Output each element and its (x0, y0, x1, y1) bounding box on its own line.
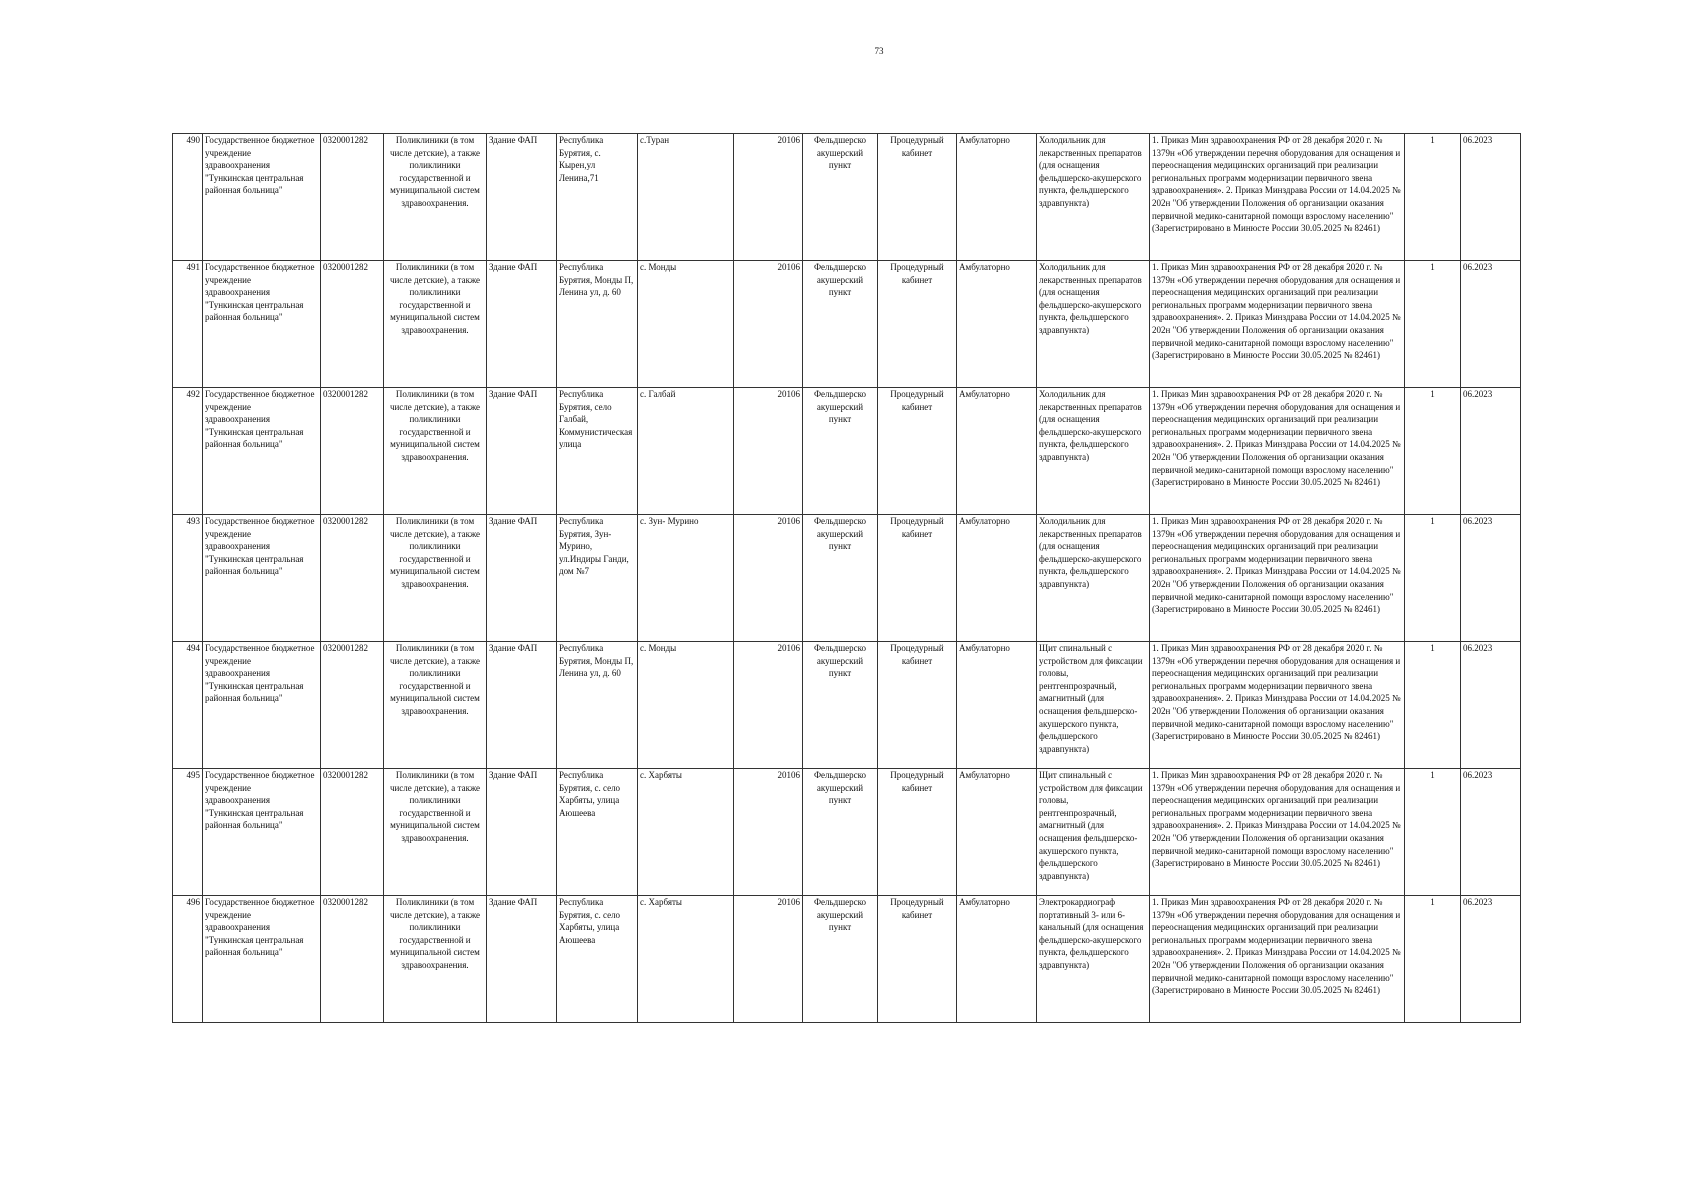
legal-basis-cell: 1. Приказ Мин здравоохранения РФ от 28 декабря 2020 г. № 1379н «Об утверждении перечня оборудования для оснащения и переоснащения медицинских организаций при реализации региональных программ модернизации первичного звена здравоохранения». 2. Приказ Минздрава России от 14.04.2025 № 202н "Об утверждении Положения об организации оказания первичной медико-санитарной помощи взрослому населению" (Зарегистрировано в Минюсте России 30.05.2025 № 82461) (1150, 515, 1405, 642)
date-cell: 06.2023 (1461, 388, 1521, 515)
unit-type-cell: Фельдшерско акушерский пункт (803, 134, 878, 261)
unit-type-cell: Фельдшерско акушерский пункт (803, 388, 878, 515)
room-type-cell: Процедурный кабинет (878, 134, 957, 261)
settlement-cell: с. Харбяты (638, 896, 734, 1023)
organization-name-cell: Государственное бюджетное учреждение здравоохранения "Тункинская центральная районная больница" (203, 642, 321, 769)
legal-basis-cell: 1. Приказ Мин здравоохранения РФ от 28 декабря 2020 г. № 1379н «Об утверждении перечня оборудования для оснащения и переоснащения медицинских организаций при реализации региональных программ модернизации первичного звена здравоохранения». 2. Приказ Минздрава России от 14.04.2025 № 202н "Об утверждении Положения об организации оказания первичной медико-санитарной помощи взрослому населению" (Зарегистрировано в Минюсте России 30.05.2025 № 82461) (1150, 134, 1405, 261)
page-number: 73 (874, 46, 884, 56)
building-name-cell: Здание ФАП (487, 896, 557, 1023)
organization-name-cell: Государственное бюджетное учреждение здравоохранения "Тункинская центральная районная больница" (203, 896, 321, 1023)
row-number-cell: 496 (173, 896, 203, 1023)
quantity-cell: 1 (1405, 769, 1461, 896)
room-type-cell: Процедурный кабинет (878, 896, 957, 1023)
equipment-name-cell: Холодильник для лекарственных препаратов (для оснащения фельдшерско-акушерского пункта, фельдшерского здравпункта) (1037, 388, 1150, 515)
legal-basis-cell: 1. Приказ Мин здравоохранения РФ от 28 декабря 2020 г. № 1379н «Об утверждении перечня оборудования для оснащения и переоснащения медицинских организаций при реализации региональных программ модернизации первичного звена здравоохранения». 2. Приказ Минздрава России от 14.04.2025 № 202н "Об утверждении Положения об организации оказания первичной медико-санитарной помощи взрослому населению" (Зарегистрировано в Минюсте России 30.05.2025 № 82461) (1150, 261, 1405, 388)
quantity-cell: 1 (1405, 896, 1461, 1023)
organization-code-cell: 0320001282 (321, 261, 384, 388)
row-number-cell: 493 (173, 515, 203, 642)
facility-code-cell: 20106 (734, 769, 803, 896)
organization-code-cell: 0320001282 (321, 642, 384, 769)
facility-code-cell: 20106 (734, 515, 803, 642)
address-cell: Республика Бурятия, Монды П, Ленина ул, д. 60 (557, 642, 638, 769)
address-cell: Республика Бурятия, с. село Харбяты, улица Аюшеева (557, 769, 638, 896)
legal-basis-cell: 1. Приказ Мин здравоохранения РФ от 28 декабря 2020 г. № 1379н «Об утверждении перечня оборудования для оснащения и переоснащения медицинских организаций при реализации региональных программ модернизации первичного звена здравоохранения». 2. Приказ Минздрава России от 14.04.2025 № 202н "Об утверждении Положения об организации оказания первичной медико-санитарной помощи взрослому населению" (Зарегистрировано в Минюсте России 30.05.2025 № 82461) (1150, 642, 1405, 769)
organization-name-cell: Государственное бюджетное учреждение здравоохранения "Тункинская центральная районная больница" (203, 134, 321, 261)
address-cell: Республика Бурятия, Монды П, Ленина ул, д. 60 (557, 261, 638, 388)
organization-name-cell: Государственное бюджетное учреждение здравоохранения "Тункинская центральная районная больница" (203, 388, 321, 515)
table-row (173, 261, 1521, 388)
facility-category-cell: Поликлиники (в том числе детские), а также поликлиники государственной и муниципальной систем здравоохранения. (384, 769, 487, 896)
table-row (173, 388, 1521, 515)
settlement-cell: с. Зун- Мурино (638, 515, 734, 642)
date-cell: 06.2023 (1461, 896, 1521, 1023)
room-type-cell: Процедурный кабинет (878, 388, 957, 515)
settlement-cell: с. Монды (638, 642, 734, 769)
building-name-cell: Здание ФАП (487, 134, 557, 261)
care-form-cell: Амбулаторно (957, 769, 1037, 896)
quantity-cell: 1 (1405, 515, 1461, 642)
room-type-cell: Процедурный кабинет (878, 642, 957, 769)
settlement-cell: с. Монды (638, 261, 734, 388)
facility-code-cell: 20106 (734, 642, 803, 769)
organization-name-cell: Государственное бюджетное учреждение здравоохранения "Тункинская центральная районная больница" (203, 769, 321, 896)
building-name-cell: Здание ФАП (487, 388, 557, 515)
address-cell: Республика Бурятия, с. село Харбяты, улица Аюшеева (557, 896, 638, 1023)
care-form-cell: Амбулаторно (957, 388, 1037, 515)
quantity-cell: 1 (1405, 261, 1461, 388)
address-cell: Республика Бурятия, село Галбай, Коммунистическая улица (557, 388, 638, 515)
building-name-cell: Здание ФАП (487, 261, 557, 388)
facility-category-cell: Поликлиники (в том числе детские), а также поликлиники государственной и муниципальной систем здравоохранения. (384, 642, 487, 769)
building-name-cell: Здание ФАП (487, 769, 557, 896)
unit-type-cell: Фельдшерско акушерский пункт (803, 261, 878, 388)
room-type-cell: Процедурный кабинет (878, 261, 957, 388)
care-form-cell: Амбулаторно (957, 134, 1037, 261)
care-form-cell: Амбулаторно (957, 515, 1037, 642)
legal-basis-cell: 1. Приказ Мин здравоохранения РФ от 28 декабря 2020 г. № 1379н «Об утверждении перечня оборудования для оснащения и переоснащения медицинских организаций при реализации региональных программ модернизации первичного звена здравоохранения». 2. Приказ Минздрава России от 14.04.2025 № 202н "Об утверждении Положения об организации оказания первичной медико-санитарной помощи взрослому населению" (Зарегистрировано в Минюсте России 30.05.2025 № 82461) (1150, 896, 1405, 1023)
facility-code-cell: 20106 (734, 388, 803, 515)
organization-name-cell: Государственное бюджетное учреждение здравоохранения "Тункинская центральная районная больница" (203, 515, 321, 642)
organization-code-cell: 0320001282 (321, 515, 384, 642)
organization-code-cell: 0320001282 (321, 896, 384, 1023)
facility-code-cell: 20106 (734, 896, 803, 1023)
organization-code-cell: 0320001282 (321, 769, 384, 896)
equipment-name-cell: Холодильник для лекарственных препаратов (для оснащения фельдшерско-акушерского пункта, фельдшерского здравпункта) (1037, 134, 1150, 261)
quantity-cell: 1 (1405, 388, 1461, 515)
unit-type-cell: Фельдшерско акушерский пункт (803, 769, 878, 896)
quantity-cell: 1 (1405, 642, 1461, 769)
address-cell: Республика Бурятия, с. Кырен,ул Ленина,71 (557, 134, 638, 261)
legal-basis-cell: 1. Приказ Мин здравоохранения РФ от 28 декабря 2020 г. № 1379н «Об утверждении перечня оборудования для оснащения и переоснащения медицинских организаций при реализации региональных программ модернизации первичного звена здравоохранения». 2. Приказ Минздрава России от 14.04.2025 № 202н "Об утверждении Положения об организации оказания первичной медико-санитарной помощи взрослому населению" (Зарегистрировано в Минюсте России 30.05.2025 № 82461) (1150, 769, 1405, 896)
table-row (173, 134, 1521, 261)
row-number-cell: 494 (173, 642, 203, 769)
date-cell: 06.2023 (1461, 515, 1521, 642)
building-name-cell: Здание ФАП (487, 642, 557, 769)
settlement-cell: с. Харбяты (638, 769, 734, 896)
care-form-cell: Амбулаторно (957, 642, 1037, 769)
equipment-name-cell: Холодильник для лекарственных препаратов (для оснащения фельдшерско-акушерского пункта, фельдшерского здравпункта) (1037, 261, 1150, 388)
organization-code-cell: 0320001282 (321, 388, 384, 515)
facility-code-cell: 20106 (734, 261, 803, 388)
date-cell: 06.2023 (1461, 134, 1521, 261)
table-row (173, 515, 1521, 642)
facility-code-cell: 20106 (734, 134, 803, 261)
date-cell: 06.2023 (1461, 642, 1521, 769)
equipment-name-cell: Электрокардиограф портативный 3- или 6-канальный (для оснащения фельдшерско-акушерского пункта, фельдшерского здравпункта) (1037, 896, 1150, 1023)
quantity-cell: 1 (1405, 134, 1461, 261)
equipment-registry-table (172, 133, 1521, 1023)
table-row (173, 896, 1521, 1023)
row-number-cell: 495 (173, 769, 203, 896)
unit-type-cell: Фельдшерско акушерский пункт (803, 642, 878, 769)
unit-type-cell: Фельдшерско акушерский пункт (803, 896, 878, 1023)
care-form-cell: Амбулаторно (957, 261, 1037, 388)
row-number-cell: 492 (173, 388, 203, 515)
organization-code-cell: 0320001282 (321, 134, 384, 261)
row-number-cell: 491 (173, 261, 203, 388)
room-type-cell: Процедурный кабинет (878, 769, 957, 896)
row-number-cell: 490 (173, 134, 203, 261)
facility-category-cell: Поликлиники (в том числе детские), а также поликлиники государственной и муниципальной систем здравоохранения. (384, 134, 487, 261)
table-row (173, 769, 1521, 896)
address-cell: Республика Бурятия, Зун-Мурино, ул.Индиры Ганди, дом №7 (557, 515, 638, 642)
equipment-name-cell: Холодильник для лекарственных препаратов (для оснащения фельдшерско-акушерского пункта, фельдшерского здравпункта) (1037, 515, 1150, 642)
date-cell: 06.2023 (1461, 261, 1521, 388)
facility-category-cell: Поликлиники (в том числе детские), а также поликлиники государственной и муниципальной систем здравоохранения. (384, 261, 487, 388)
facility-category-cell: Поликлиники (в том числе детские), а также поликлиники государственной и муниципальной систем здравоохранения. (384, 515, 487, 642)
unit-type-cell: Фельдшерско акушерский пункт (803, 515, 878, 642)
facility-category-cell: Поликлиники (в том числе детские), а также поликлиники государственной и муниципальной систем здравоохранения. (384, 896, 487, 1023)
settlement-cell: с.Туран (638, 134, 734, 261)
table-row (173, 642, 1521, 769)
building-name-cell: Здание ФАП (487, 515, 557, 642)
room-type-cell: Процедурный кабинет (878, 515, 957, 642)
legal-basis-cell: 1. Приказ Мин здравоохранения РФ от 28 декабря 2020 г. № 1379н «Об утверждении перечня оборудования для оснащения и переоснащения медицинских организаций при реализации региональных программ модернизации первичного звена здравоохранения». 2. Приказ Минздрава России от 14.04.2025 № 202н "Об утверждении Положения об организации оказания первичной медико-санитарной помощи взрослому населению" (Зарегистрировано в Минюсте России 30.05.2025 № 82461) (1150, 388, 1405, 515)
facility-category-cell: Поликлиники (в том числе детские), а также поликлиники государственной и муниципальной систем здравоохранения. (384, 388, 487, 515)
care-form-cell: Амбулаторно (957, 896, 1037, 1023)
date-cell: 06.2023 (1461, 769, 1521, 896)
settlement-cell: с. Галбай (638, 388, 734, 515)
organization-name-cell: Государственное бюджетное учреждение здравоохранения "Тункинская центральная районная больница" (203, 261, 321, 388)
equipment-name-cell: Щит спинальный с устройством для фиксации головы, рентгенпрозрачный, амагнитный (для оснащения фельдшерско-акушерского пункта, фельдшерского здравпункта) (1037, 769, 1150, 896)
equipment-name-cell: Щит спинальный с устройством для фиксации головы, рентгенпрозрачный, амагнитный (для оснащения фельдшерско-акушерского пункта, фельдшерского здравпункта) (1037, 642, 1150, 769)
